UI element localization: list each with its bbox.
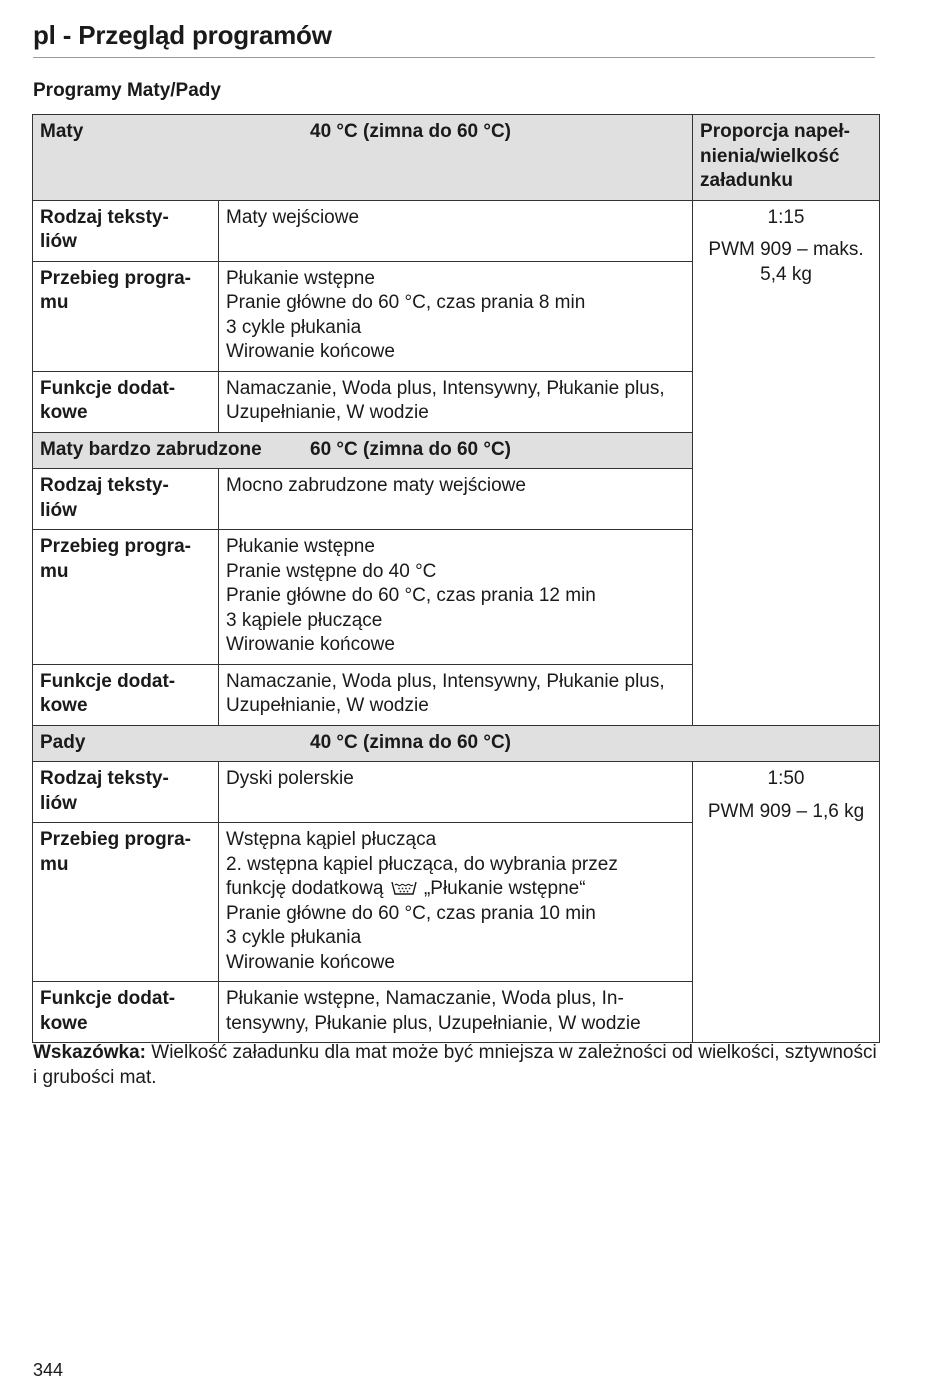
pady-options: Płukanie wstępne, Namaczanie, Woda plus, In- tensywny, Płukanie plus, Uzupełnianie, W wodzie: [219, 982, 693, 1043]
table-header-row: [33, 115, 880, 201]
row-label-sequence: Przebieg progra- mu: [33, 261, 219, 371]
program-temperature: 40 °C (zimna do 60 °C): [310, 121, 512, 142]
pady-textile: Dyski polerskie: [219, 762, 693, 823]
ratio-value: 1:15: [767, 206, 805, 228]
ratio-cell-pady: [693, 762, 880, 1043]
sequence-step: Pranie główne do 60 °C, czas prania 8 min: [226, 292, 586, 313]
row-label-options: Funkcje dodat- kowe: [33, 982, 219, 1043]
sequence-step: 3 kąpiele płuczące: [226, 609, 383, 631]
note-label: Wskazówka:: [33, 1042, 146, 1063]
sequence-step-text: „Płukanie wstępne“: [423, 878, 586, 899]
sequence-step: 2. wstępna kąpiel płucząca, do wybrania przez: [226, 853, 618, 875]
sequence-step: Wirowanie końcowe: [226, 634, 395, 655]
maty-bardzo-textile: Mocno zabrudzone maty wejściowe: [219, 469, 693, 530]
sequence-step: Płukanie wstępne: [226, 267, 375, 289]
sequence-step: Wirowanie końcowe: [226, 341, 395, 362]
page-number: 344: [33, 1360, 64, 1380]
program-header-pady: [33, 725, 880, 762]
table-row: [33, 762, 880, 823]
sequence-step: Pranie wstępne do 40 °C: [226, 560, 437, 582]
row-label-sequence: Przebieg progra- mu: [33, 530, 219, 665]
sequence-step: Wstępna kąpiel płucząca: [226, 829, 437, 850]
row-label-textile: Rodzaj teksty- liów: [33, 200, 219, 261]
program-name: Pady: [40, 731, 86, 753]
program-name: Maty bardzo zabrudzone: [40, 438, 262, 460]
note: [33, 1040, 878, 1090]
programs-table: [32, 114, 880, 1043]
row-label-sequence: Przebieg progra- mu: [33, 823, 219, 982]
program-temperature: 60 °C (zimna do 60 °C): [310, 438, 512, 460]
ratio-cell-maty: [693, 200, 880, 725]
ratio-value: 1:50: [767, 768, 805, 789]
row-label-textile: Rodzaj teksty- liów: [33, 762, 219, 823]
program-header-maty: [33, 115, 693, 201]
sequence-step: Wirowanie końcowe: [226, 951, 395, 973]
ratio-header: Proporcja napeł- nienia/wielkość załadunku: [693, 115, 880, 201]
maty-sequence: [219, 261, 693, 371]
sequence-step: Pranie główne do 60 °C, czas prania 10 min: [226, 902, 596, 924]
maty-textile: Maty wejściowe: [219, 200, 693, 261]
program-header-maty-bardzo: [33, 432, 693, 469]
sequence-step-text: funkcję dodatkową: [226, 878, 384, 899]
capacity-value: PWM 909 – 1,6 kg: [707, 800, 865, 822]
maty-bardzo-options: Namaczanie, Woda plus, Intensywny, Płukanie plus, Uzupełnianie, W wodzie: [219, 664, 693, 725]
row-label-options: Funkcje dodat- kowe: [33, 664, 219, 725]
maty-options: Namaczanie, Woda plus, Intensywny, Płukanie plus, Uzupełnianie, W wodzie: [219, 371, 693, 432]
page-title: pl - Przegląd programów: [33, 20, 875, 58]
program-name: Maty: [40, 121, 84, 142]
capacity-value: PWM 909 – maks. 5,4 kg: [708, 239, 864, 285]
row-label-options: Funkcje dodat- kowe: [33, 371, 219, 432]
sequence-step: Płukanie wstępne: [226, 536, 375, 557]
program-temperature: 40 °C (zimna do 60 °C): [310, 731, 512, 753]
pady-sequence: [219, 823, 693, 982]
table-row: [33, 725, 880, 762]
note-text: Wielkość załadunku dla mat może być mniejsza w zależności od wielkości, sztywności i grubości mat.: [33, 1042, 877, 1088]
sequence-step: Pranie główne do 60 °C, czas prania 12 min: [226, 585, 596, 606]
sequence-step: [226, 877, 685, 902]
prewash-rinse-icon: [391, 880, 417, 896]
row-label-textile: Rodzaj teksty- liów: [33, 469, 219, 530]
section-title: Programy Maty/Pady: [33, 80, 221, 101]
sequence-step: 3 cykle płukania: [226, 927, 362, 948]
table-row: [33, 200, 880, 261]
sequence-step: 3 cykle płukania: [226, 316, 362, 338]
maty-bardzo-sequence: [219, 530, 693, 665]
